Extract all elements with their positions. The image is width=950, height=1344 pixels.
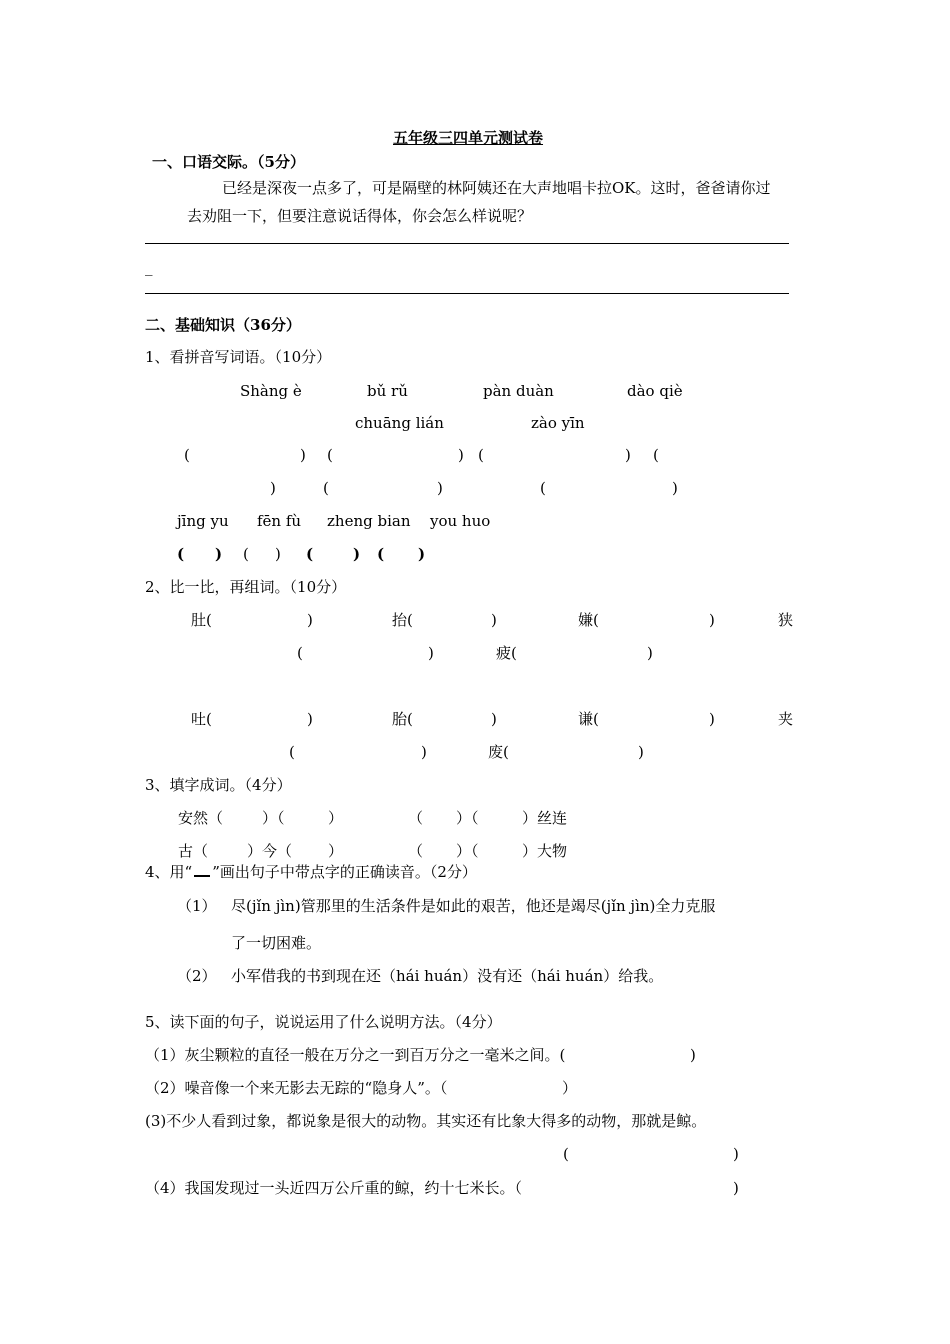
bracket: ( [297, 644, 303, 662]
bracket: ( [327, 446, 333, 464]
q1-heading: 1、看拼音写词语。（10分） [145, 348, 332, 366]
bracket: ) [638, 743, 644, 761]
pinyin-item: fēn fù [257, 512, 302, 530]
underline-mark [194, 863, 210, 877]
bracket: ( [184, 446, 190, 464]
bracket: ) [353, 545, 361, 563]
bracket: ( [563, 1145, 569, 1163]
section2-heading: 二、基础知识（36分） [145, 316, 301, 334]
fill-word: 安然（ [178, 809, 224, 827]
q5-item1: （1）灰尘颗粒的直径一般在万分之一到百万分之一毫米之间。( [145, 1046, 566, 1064]
bracket: ) [491, 611, 497, 629]
q4-item-number: （1） [177, 897, 217, 915]
pinyin-item: Shàng è [240, 382, 302, 400]
compare-char: 胎( [392, 710, 413, 728]
fill-word: ） [328, 842, 344, 860]
page-title: 五年级三四单元测试卷 [393, 129, 544, 147]
fill-word: （ [408, 842, 424, 860]
pinyin-item: dào qiè [627, 382, 683, 400]
bracket: ( [243, 545, 249, 563]
q5-item3: (3)不少人看到过象，都说象是很大的动物。其实还有比象大得多的动物，那就是鲸。 [145, 1112, 707, 1130]
compare-char: 疲( [496, 644, 517, 662]
fill-word: ）大物 [522, 842, 568, 860]
bracket: ) [307, 611, 313, 629]
section1-prompt-line2: 去劝阻一下，但要注意说话得体，你会怎么样说呢？ [187, 207, 533, 225]
pinyin-item: you huo [430, 512, 491, 530]
answer-line-1 [145, 243, 789, 244]
q4-item2: 小军借我的书到现在还（hái huán）没有还（hái huán）给我。 [231, 967, 664, 985]
q4-heading-pre: 4、用“ [145, 863, 193, 881]
bracket: ) [418, 545, 426, 563]
fill-word: 古（ [178, 842, 209, 860]
compare-char: 谦( [578, 710, 599, 728]
bracket: ( [540, 479, 546, 497]
bracket: ) [270, 479, 276, 497]
fill-word: ）（ [456, 842, 479, 860]
bracket: ) [491, 710, 497, 728]
bracket: ( [653, 446, 659, 464]
compare-char: 夹 [778, 710, 794, 728]
bracket: ) [690, 1046, 696, 1064]
bracket: ( [289, 743, 295, 761]
compare-char: 抬( [392, 611, 413, 629]
section1-heading: 一、口语交际。（5分） [152, 153, 305, 171]
bracket: ( [323, 479, 329, 497]
fill-word: ）丝连 [522, 809, 568, 827]
compare-char: 狭 [778, 611, 794, 629]
answer-line-2 [145, 293, 789, 294]
compare-char: 嫌( [578, 611, 599, 629]
fill-word: ）今（ [247, 842, 293, 860]
bracket: ( [478, 446, 484, 464]
pinyin-item: zheng bian [327, 512, 411, 530]
bracket: ) [428, 644, 434, 662]
q5-heading: 5、读下面的句子，说说运用了什么说明方法。（4分） [145, 1013, 502, 1031]
bracket: ) [437, 479, 443, 497]
bracket: ) [672, 479, 678, 497]
bracket: ) [458, 446, 464, 464]
compare-char: 废( [488, 743, 509, 761]
bracket: ) [421, 743, 427, 761]
q5-item2: （2）噪音像一个来无影去无踪的“隐身人”。（ [145, 1079, 448, 1097]
fill-word: （ [408, 809, 424, 827]
compare-char: 肚( [191, 611, 212, 629]
pinyin-item: chuāng lián [355, 414, 444, 432]
bracket: ) [625, 446, 631, 464]
bracket: ) [275, 545, 281, 563]
compare-char: 吐( [191, 710, 212, 728]
bracket: ) [709, 710, 715, 728]
pinyin-item: jīng yu [177, 512, 229, 530]
q3-heading: 3、填字成词。（4分） [145, 776, 292, 794]
q4-item1-line1: 尽(jǐn jìn)管那里的生活条件是如此的艰苦，他还是竭尽(jǐn jìn)全力克服 [231, 897, 716, 915]
fill-word: ）（ [456, 809, 479, 827]
bracket: ) [647, 644, 653, 662]
bracket: ) [733, 1145, 739, 1163]
bracket: ) [307, 710, 313, 728]
q4-heading-post: ”画出句子中带点字的正确读音。（2分） [212, 863, 477, 881]
fill-word: ） [328, 809, 344, 827]
q4-item1-line2: 了一切困难。 [231, 934, 322, 952]
bracket: ( [177, 545, 185, 563]
pinyin-item: pàn duàn [483, 382, 554, 400]
q4-heading [145, 862, 477, 882]
bracket: ) [733, 1179, 739, 1197]
section1-prompt-line1: 已经是深夜一点多了，可是隔壁的林阿姨还在大声地唱卡拉OK。这时，爸爸请你过 [222, 179, 771, 197]
bracket: ( [306, 545, 314, 563]
fill-word: ）（ [262, 809, 285, 827]
pinyin-item: bǔ rǔ [367, 382, 408, 400]
bracket: ) [709, 611, 715, 629]
q5-item4: （4）我国发现过一头近四万公斤重的鲸，约十七米长。（ [145, 1179, 523, 1197]
bracket: ） [562, 1079, 578, 1097]
bracket: ) [215, 545, 223, 563]
q2-heading: 2、比一比，再组词。（10分） [145, 578, 347, 596]
bracket: ( [377, 545, 385, 563]
pinyin-item: zào yīn [531, 414, 585, 432]
bracket: ) [300, 446, 306, 464]
answer-line-dash: _ [145, 258, 153, 276]
q4-item-number: （2） [177, 967, 217, 985]
